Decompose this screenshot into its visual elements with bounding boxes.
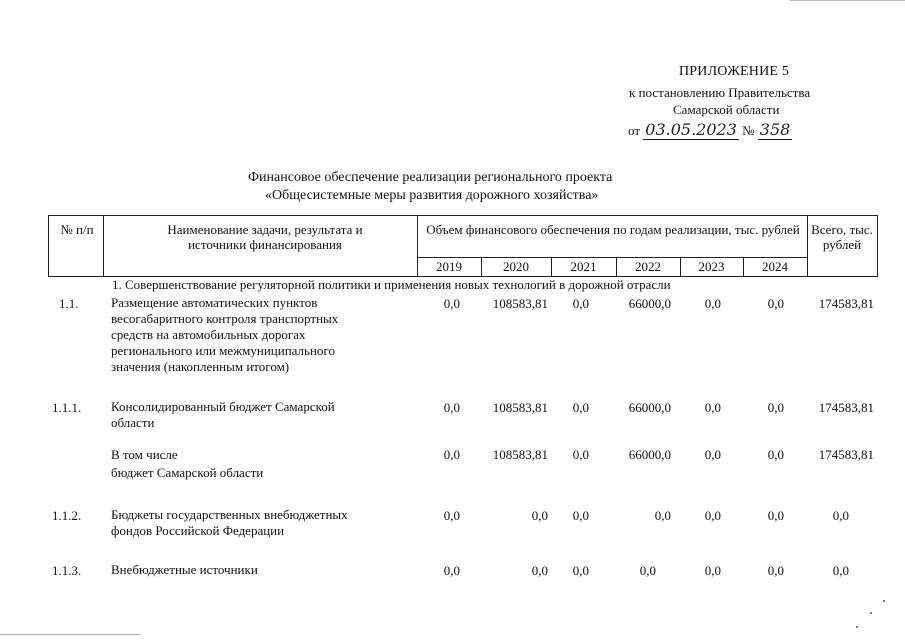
row-label-line: весогабаритного контроля транспортных: [111, 311, 339, 326]
row-value-2022: 66000,0: [628, 400, 671, 415]
row-label: [111, 562, 258, 578]
row-label-line: Размещение автоматических пунктов: [111, 295, 318, 310]
row-total: 174583,81: [818, 400, 874, 415]
doc-title-line1: Финансовое обеспечение реализации регионального проекта: [248, 170, 613, 185]
row-label: [111, 446, 263, 482]
row-total: 0,0: [832, 508, 849, 523]
appendix-line2: Самарской области: [673, 102, 780, 117]
number-prefix: №: [742, 123, 755, 138]
row-index: 1.1.3.: [52, 563, 82, 578]
row-label-line: Консолидированный бюджет Самарской: [111, 399, 335, 414]
row-value-2024: 0,0: [767, 563, 784, 578]
row-label-line: фондов Российской Федерации: [111, 523, 285, 538]
appendix-title: ПРИЛОЖЕНИЕ 5: [679, 64, 790, 79]
header-year-2020: 2020: [503, 259, 529, 274]
appendix-line1: к постановлению Правительства: [629, 85, 811, 100]
row-value-2023: 0,0: [704, 296, 721, 311]
row-value-2019: 0,0: [443, 296, 460, 311]
date-value: 03.05.2023: [645, 120, 737, 139]
row-value-2020: 0,0: [531, 508, 548, 523]
row-value-2020: 108583,81: [492, 400, 548, 415]
row-total: 0,0: [832, 563, 849, 578]
row-value-2024: 0,0: [767, 508, 784, 523]
scan-speck: [870, 612, 872, 614]
row-label-line: В том числе: [111, 447, 178, 462]
row-value-2021: 0,0: [572, 400, 589, 415]
row-value-2019: 0,0: [443, 400, 460, 415]
row-total: 174583,81: [818, 296, 874, 311]
row-label-line: регионального или межмуниципального: [111, 343, 335, 358]
row-value-2023: 0,0: [704, 447, 721, 462]
row-label: [111, 399, 335, 431]
appendix-date-line: [628, 120, 792, 139]
row-label-line: области: [111, 415, 155, 430]
row-value-2020: 108583,81: [492, 447, 548, 462]
section-title: 1. Совершенствование регуляторной политики и применения новых технологий в дорожной отрасли: [112, 277, 671, 292]
header-year-2022: 2022: [635, 259, 661, 274]
row-value-2023: 0,0: [704, 508, 721, 523]
header-year-2024: 2024: [762, 259, 788, 274]
row-label: [111, 295, 338, 375]
scan-speck: [883, 600, 885, 602]
row-value-2022: 66000,0: [628, 447, 671, 462]
row-value-2019: 0,0: [443, 508, 460, 523]
row-index: 1.1.: [59, 296, 79, 311]
date-prefix: от: [628, 123, 641, 138]
header-num: № п/п: [60, 222, 94, 237]
row-value-2021: 0,0: [572, 296, 589, 311]
scan-edge-line: [0, 634, 140, 635]
row-value-2024: 0,0: [767, 447, 784, 462]
number-value: 358: [759, 120, 791, 139]
row-label-line: бюджет Самарской области: [111, 465, 264, 480]
row-value-2023: 0,0: [704, 400, 721, 415]
row-value-2019: 0,0: [443, 447, 460, 462]
row-value-2021: 0,0: [572, 563, 589, 578]
row-value-2024: 0,0: [767, 296, 784, 311]
row-total: 174583,81: [818, 447, 874, 462]
row-value-2024: 0,0: [767, 400, 784, 415]
row-value-2022: 0,0: [639, 563, 656, 578]
row-value-2019: 0,0: [443, 563, 460, 578]
header-total: Всего, тыс. рублей: [811, 222, 873, 252]
row-value-2020: 108583,81: [492, 296, 548, 311]
header-volume: Объем финансового обеспечения по годам реализации, тыс. рублей: [426, 222, 800, 237]
row-label-line: значения (накопленным итогом): [111, 359, 290, 374]
doc-title-line2: «Общесистемные меры развития дорожного хозяйства»: [265, 188, 599, 203]
header-year-2021: 2021: [570, 259, 597, 274]
row-index: 1.1.2.: [52, 508, 82, 523]
row-label-line: средств на автомобильных дорогах: [111, 327, 306, 342]
row-label-line: Внебюджетные источники: [111, 562, 258, 577]
header-year-2019: 2019: [436, 259, 462, 274]
row-value-2021: 0,0: [572, 508, 589, 523]
row-value-2022: 0,0: [654, 508, 671, 523]
row-label: [111, 507, 348, 539]
row-label-line: Бюджеты государственных внебюджетных: [111, 507, 348, 522]
row-value-2023: 0,0: [704, 563, 721, 578]
row-value-2021: 0,0: [572, 447, 589, 462]
header-name: Наименование задачи, результата и источники финансирования: [167, 222, 363, 252]
scan-speck: [856, 626, 858, 628]
header-year-2023: 2023: [698, 259, 725, 274]
row-value-2022: 66000,0: [628, 296, 671, 311]
scan-edge-line: [790, 0, 905, 1]
row-value-2020: 0,0: [531, 563, 548, 578]
row-index: 1.1.1.: [52, 400, 82, 415]
